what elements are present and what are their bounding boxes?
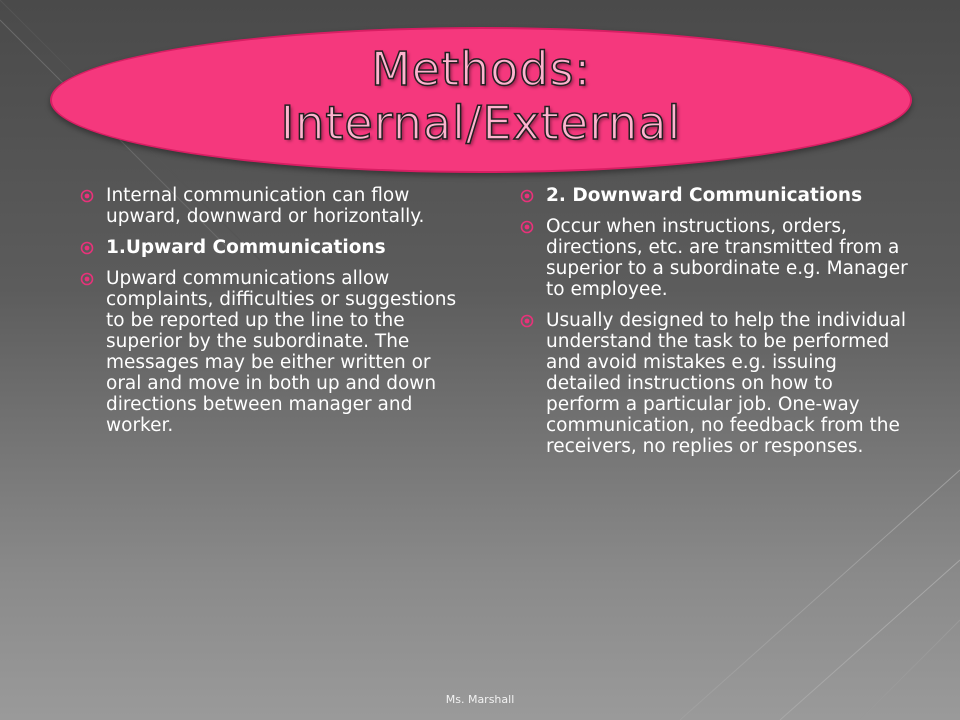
circled-dot-bullet-icon bbox=[520, 314, 534, 328]
right-column bbox=[520, 185, 910, 467]
bullet-item bbox=[520, 185, 910, 206]
circled-dot-bullet-icon bbox=[80, 241, 94, 255]
bullet-text: 2. Downward Communications bbox=[546, 185, 863, 206]
left-column bbox=[80, 185, 465, 446]
bullet-item bbox=[520, 310, 910, 457]
bullet-text: Usually designed to help the individual understand the task to be performed and avoid mistakes e.g. issuing detailed instructions on how to perform a particular job. One-way communication, no feedback from the receivers, no replies or responses. bbox=[546, 310, 907, 457]
bullet-item bbox=[520, 216, 910, 300]
bullet-item bbox=[80, 185, 465, 227]
bullet-text: Upward communications allow complaints, difficulties or suggestions to be reported up the line to the superior by the subordinate. The messages may be either written or oral and move in both up and down directions between manager and worker. bbox=[106, 268, 457, 436]
slide-title bbox=[50, 42, 912, 150]
circled-dot-bullet-icon bbox=[520, 189, 534, 203]
bullet-text: Occur when instructions, orders, directions, etc. are transmitted from a superior to a subordinate e.g. Manager to employee. bbox=[546, 216, 908, 300]
bullet-text: 1.Upward Communications bbox=[106, 237, 386, 258]
circled-dot-bullet-icon bbox=[520, 220, 534, 234]
circled-dot-bullet-icon bbox=[80, 189, 94, 203]
bullet-item bbox=[80, 237, 465, 258]
bullet-text: Internal communication can flow upward, downward or horizontally. bbox=[106, 185, 425, 227]
circled-dot-bullet-icon bbox=[80, 272, 94, 286]
title-line-2: Internal/External bbox=[280, 96, 682, 150]
title-line-1: Methods: bbox=[371, 42, 591, 96]
footer-author: Ms. Marshall bbox=[445, 693, 515, 706]
bullet-item bbox=[80, 268, 465, 436]
